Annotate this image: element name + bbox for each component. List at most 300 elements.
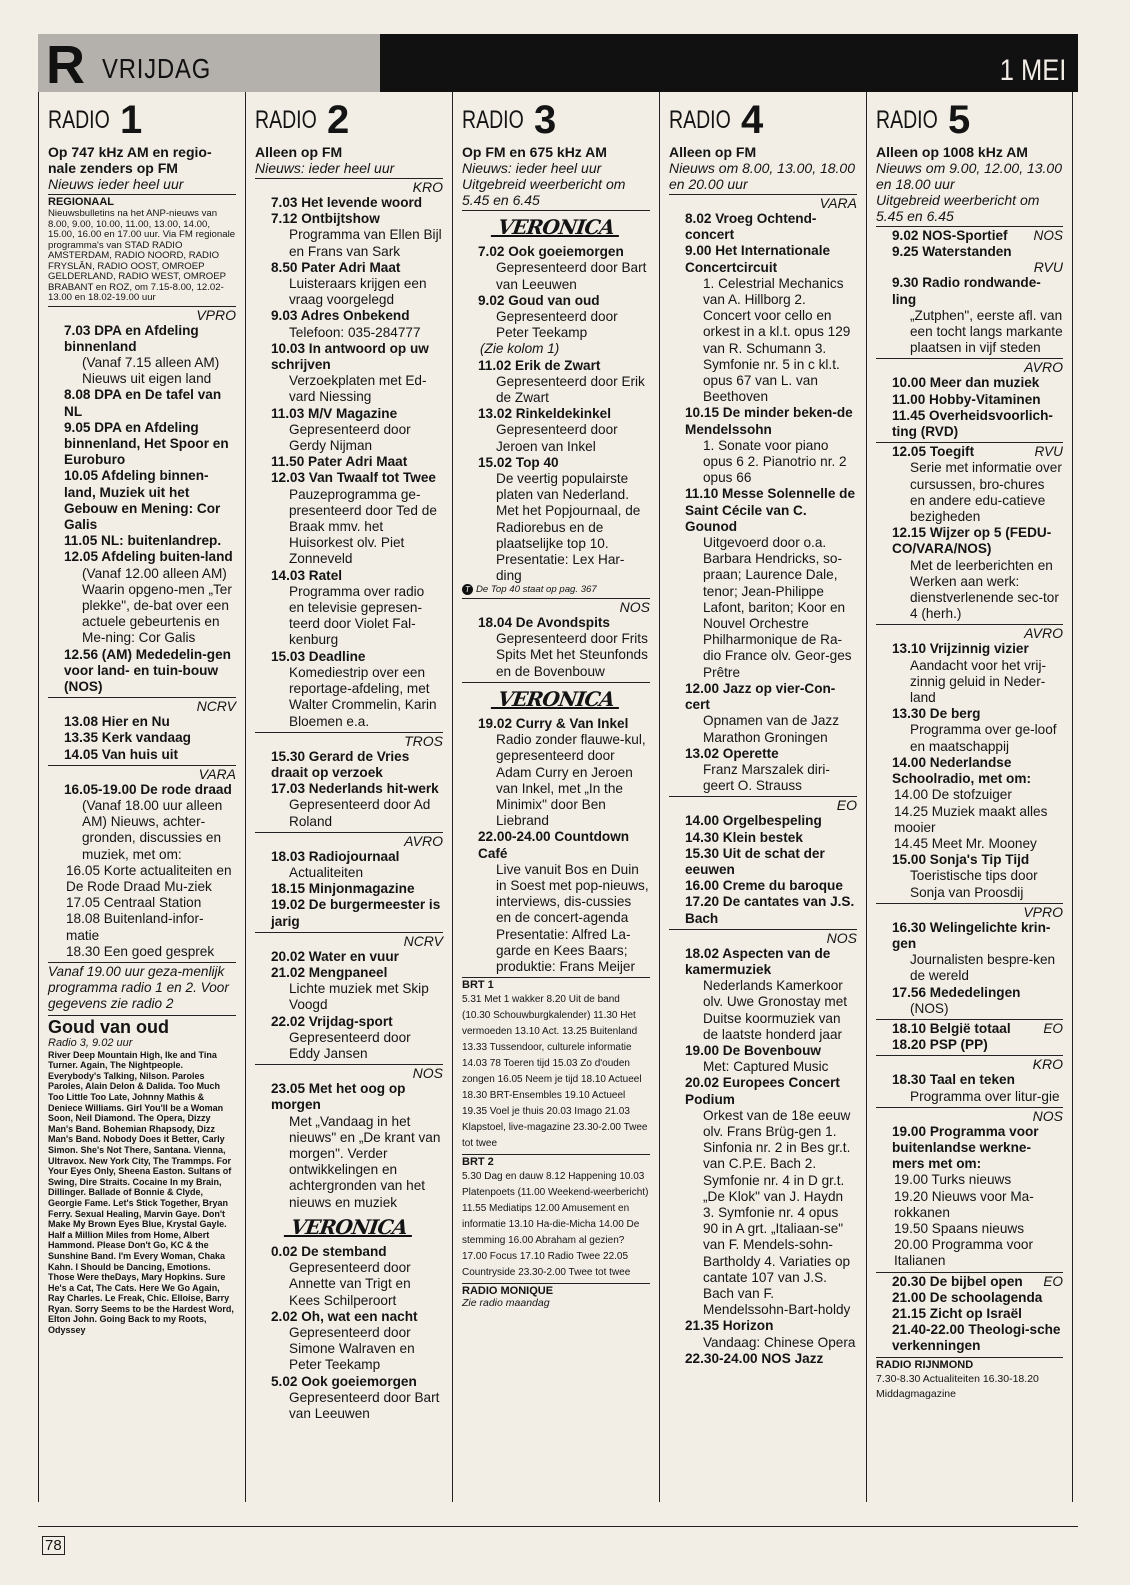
program-time: 16.00 (685, 878, 723, 894)
program-title: Theologi-sche verkenningen (892, 1322, 1061, 1354)
program-entry (462, 358, 650, 407)
program-description: Gepresenteerd door Simone Walraven en Peter Teekamp (289, 1325, 415, 1373)
program-entry (669, 1075, 857, 1318)
program-title: Aspecten van de kamermuziek (685, 945, 831, 977)
program-entry (255, 1309, 443, 1374)
broadcaster-label: AVRO (404, 832, 443, 849)
program-entry (48, 468, 236, 533)
program-time: 22.30-24.00 (685, 1350, 762, 1366)
program-entry (876, 1322, 1063, 1354)
broadcaster-label: VPRO (1023, 903, 1063, 920)
sub-list (876, 787, 1063, 852)
broadcaster-label: NOS (412, 1065, 443, 1082)
program-time: 10.03 (271, 340, 309, 356)
program-title: Deadline (308, 648, 366, 664)
broadcaster-label: TROS (404, 732, 443, 749)
program-description: Verzoekplaten met Ed-vard Niessing (289, 373, 427, 405)
top40-note: T De Top 40 staat op pag. 367 (462, 584, 650, 596)
feature-title: Goud van oud (48, 1016, 169, 1037)
program-title: Water en vuur (308, 948, 399, 964)
program-list (255, 1081, 443, 1211)
program-title: Overheidsvoorlich-ting (RVD) (892, 407, 1053, 440)
program-title: De cantates van J.S. Bach (685, 894, 855, 926)
program-title: Mededelingen (929, 984, 1021, 1000)
program-title: Taal en teken (929, 1072, 1015, 1088)
program-description: Live vanuit Bos en Duin in Soest met pop-nieuws, interviews, dis-cussies en de concert-agenda Presentatie: Alfred La-garde en Kees Baars; produktie: Frans Meijer (496, 861, 649, 975)
program-description: Gepresenteerd door Erik de Zwart (496, 373, 645, 406)
program-entry (669, 946, 857, 1043)
regional-heading: REGIONAAL (48, 196, 114, 208)
program-time: 21.35 (685, 1318, 723, 1334)
program-description: Journalisten bespre-ken de wereld (910, 952, 1056, 984)
program-entry: 16.05-19.00 De rode draad (Vanaf 18.00 uur alleen AM) Nieuws, achter-gronden, discussies en muziek, met om: (64, 781, 232, 862)
program-time: 11.45 (892, 407, 930, 423)
program-entry (48, 647, 236, 696)
program-title: Rinkeldekinkel (515, 406, 611, 422)
program-entry (876, 1021, 1063, 1037)
program-time: 14.00 (685, 813, 723, 829)
station-word: RADIO (255, 105, 317, 134)
station-word: RADIO (669, 105, 731, 134)
sub-item: 14.00 De stofzuiger (894, 787, 1012, 803)
program-description: Gepresenteerd door Annette van Trigt en Kees Schilperoort (289, 1260, 411, 1308)
broadcaster-label: KRO (1032, 1056, 1063, 1073)
program-list (255, 849, 443, 930)
program-entry (876, 641, 1063, 706)
station-word: RADIO (876, 105, 938, 134)
sub-item: 17.05 Centraal Station (66, 895, 202, 911)
program-time: 15.30 (685, 845, 723, 861)
program-title: Vroeg Ochtend-concert (685, 211, 817, 243)
brt2-heading: BRT 2 (462, 1156, 494, 1169)
program-title: PSP (PP) (929, 1037, 988, 1053)
program-title: Orgelbespeling (722, 813, 822, 829)
program-entry (255, 1244, 443, 1309)
program-entry (255, 749, 443, 781)
program-time: 7.12 (271, 211, 302, 227)
program-title: Welingelichte krin-gen (892, 919, 1051, 951)
program-title: Radio rondwande-ling (892, 275, 1041, 307)
program-time: 8.08 (64, 387, 95, 403)
program-title: Countdown Café (478, 829, 630, 861)
program-list (255, 1244, 443, 1422)
program-entry (876, 1072, 1063, 1104)
program-title: Mengpaneel (308, 964, 388, 980)
program-description: Toeristische tips door Sonja van Proosdij (910, 868, 1038, 900)
program-list (669, 946, 857, 1367)
program-title: Vrijzinnig vizier (929, 641, 1029, 657)
column-radio-5 (866, 92, 1073, 1502)
program-list (462, 358, 650, 585)
station-word: RADIO (462, 105, 524, 134)
program-title: Ook goeiemorgen (301, 1373, 417, 1389)
program-time: 9.30 (892, 275, 923, 291)
veronica-logo: VERONICA (255, 1219, 443, 1238)
sub-item: 14.25 Muziek maakt alles mooier (894, 803, 1048, 835)
rijnmond-heading: RADIO RIJNMOND (876, 1358, 974, 1371)
program-description: Programma over ge-loof en maatschappij (910, 722, 1057, 754)
program-time: 9.03 (271, 308, 301, 324)
program-title: Vrijdag-sport (308, 1013, 393, 1029)
program-list (255, 195, 443, 730)
program-time: 13.02 (478, 406, 516, 422)
program-entry (669, 1318, 857, 1350)
program-description: Met „Vandaag in het nieuws" en „De krant van morgen". Verder ontwikkelingen en achtergronden van het nieuws en muziek (289, 1113, 441, 1210)
program-description: Actualiteiten (289, 864, 364, 880)
program-entry (669, 746, 857, 795)
frequency: Op 747 kHz AM en regio-nale zenders op FM (48, 144, 212, 176)
program-entry (255, 308, 443, 340)
program-time: 11.02 (478, 357, 516, 373)
program-time: 15.02 (478, 454, 516, 470)
program-time: 20.02 (271, 948, 309, 964)
program-title: Curry & Van Inkel (515, 716, 629, 732)
program-title: Sonja's Tip Tijd (929, 852, 1030, 868)
radio-columns (38, 92, 1078, 1502)
program-list (48, 323, 236, 696)
program-time: 19.02 (478, 716, 516, 732)
program-list (462, 615, 650, 680)
program-time: 8.50 (271, 259, 302, 275)
program-list (876, 228, 1063, 260)
program-list (876, 1072, 1063, 1104)
broadcaster-label: VARA (198, 765, 236, 782)
frequency: Alleen op 1008 kHz AM (876, 144, 1028, 160)
station-header (462, 98, 650, 142)
station-header (669, 98, 857, 142)
brt2-text: 5.30 Dag en dauw 8.12 Happening 10.03 Platenpoets (11.00 Weekend-weerbericht) 11.55 Mediatips 12.00 Amusement en informatie 13.10 Ha-die-Micha 14.00 De stemming 16.00 Abraham al gezien? 17.00 Focus 17.10 Radio Twee 22.05 Countryside 23.30-2.00 Twee tot twee (462, 1171, 649, 1279)
station-number: 3 (534, 97, 557, 142)
column-radio-4 (659, 92, 866, 1502)
program-description: Gepresenteerd door Bart van Leeuwen (289, 1389, 440, 1422)
program-time: 13.10 (892, 641, 930, 657)
program-entry (876, 852, 1063, 901)
program-entry (255, 1081, 443, 1211)
program-list (876, 920, 1063, 1017)
program-title: Afdeling binnen-land, Muziek uit het Gebouw en Mening: Cor Galis (64, 468, 221, 532)
sub-item: 19.50 Spaans nieuws (894, 1220, 1024, 1236)
program-entry (462, 615, 650, 680)
program-entry (48, 323, 236, 388)
broadcaster-label: EO (836, 797, 857, 814)
program-time: 14.00 (892, 754, 930, 770)
brt1-heading: BRT 1 (462, 979, 494, 992)
program-entry (669, 894, 857, 926)
program-time: 14.30 (685, 829, 723, 845)
program-time: 12.00 (685, 680, 723, 696)
frequency: Op FM en 675 kHz AM (462, 144, 607, 160)
program-entry (255, 406, 443, 455)
program-list (255, 749, 443, 830)
broadcaster-label: NCRV (403, 932, 443, 949)
program-description: Pauzeprogramma ge-presenteerd door Ted de Braak mmv. het Huisorkest olv. Piet Zonneveld (289, 486, 437, 567)
tv-guide-page (38, 34, 1078, 1574)
bottom-rule (38, 1526, 1078, 1527)
broadcaster-label: KRO (412, 179, 443, 195)
program-description: Komediestrip over een reportage-afdeling, met Walter Crommelin, Karin Bloemen e.a. (289, 664, 437, 729)
program-list (48, 714, 236, 763)
program-list (669, 211, 857, 794)
program-time: 9.02 (478, 292, 509, 308)
sub-list (48, 863, 236, 960)
program-time: 0.02 (271, 1243, 302, 1259)
program-title: De Avondspits (515, 615, 610, 630)
program-title: De stemband (301, 1243, 387, 1259)
program-title: Messe Solennelle de Saint Cécile van C. Gounod (685, 486, 856, 534)
program-title: Hier en Nu (101, 714, 170, 730)
program-description: Opnamen van de Jazz Marathon Groningen (703, 713, 840, 745)
program-title: Operette (722, 745, 779, 761)
program-entry (462, 293, 650, 342)
program-description: Gepresenteerd door Frits Spits Met het Steunfonds en de Bovenbouw (496, 631, 648, 679)
sub-item: 19.00 Turks nieuws (894, 1172, 1012, 1188)
broadcaster-label: AVRO (1024, 625, 1063, 642)
program-time: 12.03 (271, 470, 309, 486)
program-entry (255, 949, 443, 965)
program-time: 13.02 (685, 745, 723, 761)
veronica-logo: VERONICA (462, 691, 650, 710)
program-time: 10.05 (64, 468, 102, 484)
broadcaster-label: VPRO (196, 306, 236, 323)
program-list (876, 275, 1063, 356)
program-entry (462, 716, 650, 829)
program-entry (876, 1037, 1063, 1053)
program-title: NOS Jazz (761, 1350, 824, 1366)
program-title: Kerk vandaag (101, 730, 191, 746)
program-time: 11.03 (271, 405, 309, 421)
program-title: Gerard de Vries draait op verzoek (271, 748, 410, 780)
sub-item: 14.45 Meet Mr. Mooney (894, 835, 1037, 851)
program-title: Ontbijtshow (301, 211, 380, 227)
program-entry (876, 275, 1063, 356)
program-entry (255, 211, 443, 260)
program-time: 18.02 (685, 945, 723, 961)
masthead-black-band (380, 34, 1078, 92)
program-entry (876, 920, 1063, 985)
program-time: 23.05 (271, 1081, 309, 1097)
program-title: NL: buitenlandrep. (101, 533, 222, 549)
brt1-text: 5.31 Met 1 wakker 8.20 Uit de band (10.30 Schouwburgkalender) 11.30 Het vermoeden 13.10 Act. 13.25 Buitenland 13.33 Tussendoor, culturele informatie 14.03 78 Toeren tijd 15.03 Zo d'ouden zongen 16.05 Neem je tijd 18.10 Actueel 18.30 BRT-Ensembles 19.10 Actueel 19.35 Voel je thuis 20.03 Imago 21.03 Klapstoel, live-magazine 23.30-2.00 Twee tot twee (462, 994, 648, 1150)
program-time: 17.03 (271, 781, 309, 797)
program-entry (876, 1306, 1063, 1322)
program-entry (669, 486, 857, 680)
program-entry (48, 387, 236, 419)
program-title: Uit de schat der eeuwen (685, 845, 825, 877)
program-description: Lichte muziek met Skip Voogd (289, 981, 429, 1013)
program-entry (669, 1351, 857, 1367)
news-note: Nieuws: ieder heel uur (255, 160, 395, 176)
program-entry (255, 649, 443, 730)
program-description: Aandacht voor het vrij-zinnig geluid in Neder-land (910, 657, 1047, 706)
program-time: 10.00 (892, 375, 930, 391)
program-title: DPA en Afdeling binnenland, Het Spoor en Euroburo (64, 419, 229, 468)
program-title: De Bovenbouw (722, 1042, 821, 1058)
program-time: 17.20 (685, 894, 723, 910)
program-entry (255, 965, 443, 1014)
program-title: Klein bestek (722, 829, 803, 845)
program-time: 9.00 (685, 243, 716, 259)
day-title: VRIJDAG (102, 53, 212, 84)
weather-note: Uitgebreid weerbericht om 5.45 en 6.45 (876, 192, 1040, 224)
program-entry: 12.15 Wijzer op 5 (FEDU-CO/VARA/NOS) Met de leerberichten en Werken aan werk: dienstverlenende sec-tor 4 (herh.) (892, 525, 1059, 622)
program-entry (255, 341, 443, 406)
news-note: Nieuws: ieder heel uur (462, 160, 602, 176)
program-description: Programma van Ellen Bijl en Frans van Sark (289, 227, 442, 259)
news-note: Nieuws ieder heel uur (48, 176, 184, 192)
program-list (876, 375, 1063, 440)
station-number: 1 (120, 97, 143, 142)
program-title: De berg (929, 706, 981, 722)
program-description: Vandaag: Chinese Opera (703, 1334, 856, 1350)
program-entry: 12.05 Toegift RVU Serie met informatie over cursussen, bro-chures en andere edu-catieve bezigheden (892, 444, 1063, 525)
program-time: 7.02 (478, 244, 509, 260)
program-list (876, 852, 1063, 901)
program-entry (255, 1374, 443, 1423)
program-title: Horizon (722, 1318, 774, 1334)
program-entry (48, 747, 236, 763)
column-radio-3 (452, 92, 659, 1502)
program-entry (876, 228, 1063, 244)
program-entry (48, 730, 236, 746)
program-time: 21.00 (892, 1289, 930, 1305)
date-label: 1 MEI (999, 54, 1066, 87)
program-time: 17.56 (892, 984, 930, 1000)
program-entry (462, 244, 650, 293)
joint-programme-note: Vanaf 19.00 uur geza-menlijk programma radio 1 en 2. Voor gegevens zie radio 2 (48, 964, 229, 1012)
monique-text: Zie radio maandag (462, 1297, 550, 1310)
broadcaster-label: AVRO (1024, 359, 1063, 376)
news-note: Nieuws om 8.00, 13.00, 18.00 en 20.00 uur (669, 160, 856, 192)
program-entry (876, 392, 1063, 408)
song-list: River Deep Mountain High, Ike and Tina Turner. Again, The Nightpeople. Everybody's Talking, Nilson. Paroles Paroles, Alain Delon & Dalida. Too Much Too Little Too Late, Johnny Mathis & Deniece Williams. Girl You'll be a Woman Soon, Neil Diamond. The Opera, Dizzy Man's Band. Bohemian Rhapsody, Dizz Man's Band. Nobody Does it Better, Carly Simon. She's Not There, Santana. Vienna, Ultravox. New York City, The Trammps. For Your Eyes Only, Sheena Easton. Sultans of Swing, Dire Straits. Cocaine In my Brain, Dillinger. Ballade of Bonnie & Clyde, Georgie Fame. Let's Stick Together, Bryan Ferry. Sexual Healing, Marvin Gaye. Don't Make My Brown Eyes Blue, Krystal Gayle. Half a Million Miles from Home, Albert Hammond. Please Don't Go, KC & the Sunshine Band. I'm Every Woman, Chaka Kahn. I Should be Dancing, Emotions. Those Were theDays, Mary Hopkins. Sure He's a Cat, The Cats. Here We Go Again, Ray Charles. Le Freak, Chic. Elloise, Barry Ryan. Sorry Seems to be the Hardest Word, Elton John. Going Back to my Roots, Odyssey (48, 1049, 234, 1336)
broadcaster-label: RVU (1033, 259, 1063, 276)
broadcaster-label: VARA (819, 195, 857, 211)
program-entry (876, 375, 1063, 391)
program-title: De schoolagenda (929, 1289, 1043, 1305)
sub-item: 20.00 Programma voor Italianen (894, 1237, 1034, 1269)
program-description: Orkest van de 18e eeuw olv. Frans Brüg-gen 1. Sinfonia nr. 2 in Bes gr.t. van C.P.E. Bach 2. Symfonie nr. 4 in D gr.t. „De Klok" van J. Haydn 3. Symfonie nr. 4 opus 90 in A grt. „Italiaan-se" van F. Mendels-sohn-Bartholdy 4. Variaties op cantate 107 van J.S. Bach van F. Mendelssohn-Bart-holdy (703, 1107, 851, 1318)
program-description: Programma over litur-gie (910, 1088, 1060, 1104)
program-time: 13.08 (64, 714, 102, 730)
program-title: De burgermeester is jarig (271, 897, 441, 929)
program-time: 14.05 (64, 746, 102, 762)
program-title: Creme du baroque (722, 878, 843, 894)
broadcaster-label: NCRV (196, 698, 236, 715)
masthead (38, 34, 1078, 95)
program-title: Van huis uit (101, 746, 179, 762)
program-description: De veertig populairste platen van Nederland. Met het Popjournaal, de Radiorebus en de plaatselijke top 10. Presentatie: Lex Har-ding (496, 471, 641, 584)
program-time: 21.15 (892, 1305, 930, 1321)
program-description: (Vanaf 7.15 alleen AM) Nieuws uit eigen land (82, 354, 220, 387)
page-number: 78 (42, 1536, 65, 1555)
program-entry (669, 681, 857, 746)
program-time: 13.30 (892, 706, 930, 722)
program-description: Programma over radio en televisie gepresen-teerd door Violet Fal-kenburg (289, 583, 425, 648)
program-title: Europees Concert Podium (685, 1075, 840, 1107)
program-title: Hobby-Vitaminen (929, 391, 1041, 407)
program-time: 15.03 (271, 648, 309, 664)
program-title: De minder beken-de Mendelssohn (685, 405, 853, 437)
program-description: Gepresenteerd door Peter Teekamp (496, 309, 618, 341)
program-entry (255, 881, 443, 897)
program-time: 20.30 (892, 1273, 930, 1289)
program-entry (462, 406, 650, 455)
program-time: 9.05 (64, 419, 95, 435)
broadcaster-label: NOS (1032, 1107, 1063, 1124)
program-title: Ratel (308, 567, 343, 583)
program-time: 15.30 (271, 748, 309, 764)
program-entry (669, 878, 857, 894)
program-time: 12.56 (64, 646, 102, 662)
veronica-logo: VERONICA (462, 219, 650, 238)
program-description: 1. Sonate voor piano opus 6 2. Pianotrio nr. 2 opus 66 (703, 437, 847, 486)
monique-heading: RADIO MONIQUE (462, 1285, 554, 1298)
program-title: Goud van oud (508, 292, 600, 308)
rijnmond-text: 7.30-8.30 Actualiteiten 16.30-18.20 Middagmagazine (876, 1372, 1039, 1400)
program-list (876, 1274, 1063, 1355)
program-title: Jazz op vier-Con-cert (685, 680, 836, 713)
program-entry (48, 420, 236, 469)
program-description: Gepresenteerd door Ad Roland (289, 797, 431, 829)
program-title: DPA en Afdeling binnenland (64, 322, 199, 354)
section-letter: R (46, 35, 83, 95)
program-time: 12.05 (64, 549, 102, 565)
program-title: Pater Adri Maat (308, 454, 408, 470)
program-entry (255, 470, 443, 567)
program-entry (876, 244, 1063, 260)
program-time: 7.03 (64, 322, 95, 338)
station-header (876, 98, 1063, 142)
broadcaster-label: NOS (826, 929, 857, 946)
program-time: 21.40-22.00 (892, 1322, 969, 1338)
program-title: Meer dan muziek (929, 375, 1040, 391)
program-time: 13.35 (64, 730, 102, 746)
program-title: DPA en De tafel van NL (64, 387, 222, 419)
program-title: In antwoord op uw schrijven (271, 340, 429, 373)
program-title: Nederlands hit-werk (308, 781, 439, 797)
program-entry (669, 243, 857, 405)
program-title: Met het oog op morgen (271, 1081, 406, 1113)
program-entry (48, 549, 236, 646)
program-list (876, 641, 1063, 787)
sub-list (876, 1172, 1063, 1269)
program-description: Radio zonder flauwe-kul, gepresenteerd door Adam Curry en Jeroen van Inkel, met „In the Minimix" door Ben Liebrand (496, 732, 646, 829)
program-entry (255, 260, 443, 309)
program-time: 8.02 (685, 211, 716, 226)
program-description: Telefoon: 035-284777 (289, 324, 421, 340)
broadcaster-label: NOS (1033, 228, 1063, 243)
program-time: 10.15 (685, 405, 723, 421)
program-description: Uitgevoerd door o.a. Barbara Hendricks, so-praan; Laurence Dale, tenor; Jean-Philippe Lafont, bariton; Koor en Nouvel Orchestre Philharmonique de Ra-dio France olv. Geor-ges Prêtre (703, 535, 852, 680)
frequency: Alleen op FM (669, 144, 757, 160)
program-time: 9.25 (892, 244, 923, 260)
program-entry (462, 829, 650, 975)
program-time: 18.20 (892, 1037, 930, 1053)
program-time: 7.03 (271, 195, 302, 210)
frequency: Alleen op FM (255, 144, 343, 160)
program-time: 20.02 (685, 1075, 723, 1091)
program-list (462, 244, 650, 341)
program-time: 22.00-24.00 (478, 829, 555, 845)
program-title: Radiojournaal (308, 848, 400, 864)
program-time: 18.15 (271, 881, 309, 897)
column-radio-1 (38, 92, 245, 1502)
station-number: 2 (327, 97, 350, 142)
program-entry (876, 985, 1063, 1017)
program-entry (876, 1274, 1063, 1290)
program-entry (669, 846, 857, 878)
news-note: Nieuws om 9.00, 12.00, 13.00 en 18.00 uur (876, 160, 1063, 192)
